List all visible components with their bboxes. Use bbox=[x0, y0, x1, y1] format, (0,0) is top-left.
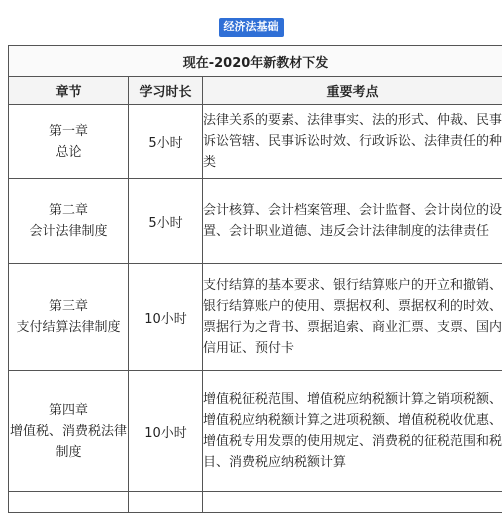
points-cell: 会计核算、会计档案管理、会计监督、会计岗位的设置、会计职业道德、违反会计法律制度的法律责任 bbox=[203, 179, 502, 264]
chapter-cell bbox=[9, 371, 129, 492]
subject-tag: 经济法基础 bbox=[219, 18, 284, 37]
hours-cell: 10小时 bbox=[129, 371, 203, 492]
hours-cell: 10小时 bbox=[129, 264, 203, 371]
points-cell: 支付结算的基本要求、银行结算账户的开立和撤销、银行结算账户的使用、票据权利、票据权利的时效、票据行为之背书、票据追索、商业汇票、支票、国内信用证、预付卡 bbox=[203, 264, 502, 371]
chapter-name: 总论 bbox=[9, 142, 128, 163]
table-row bbox=[9, 105, 502, 179]
table-row bbox=[9, 264, 502, 371]
table-title-row bbox=[9, 46, 502, 77]
chapter-number: 第一章 bbox=[9, 121, 128, 142]
hours-cell: 5小时 bbox=[129, 105, 203, 179]
chapter-name: 会计法律制度 bbox=[9, 221, 128, 242]
chapter-number: 第四章 bbox=[9, 400, 128, 421]
points-cell: 增值税征税范围、增值税应纳税额计算之销项税额、增值税应纳税额计算之进项税额、增值税税收优惠、增值税专用发票的使用规定、消费税的征税范围和税目、消费税应纳税额计算 bbox=[203, 371, 502, 492]
chapter-cell bbox=[9, 105, 129, 179]
header-chapter: 章节 bbox=[9, 77, 129, 105]
points-cell: 法律关系的要素、法律事实、法的形式、仲裁、民事诉讼管辖、民事诉讼时效、行政诉讼、法律责任的种类 bbox=[203, 105, 502, 179]
study-plan-table bbox=[8, 45, 502, 513]
chapter-name: 增值税、消费税法律制度 bbox=[9, 421, 128, 463]
table-row bbox=[9, 371, 502, 492]
header-hours: 学习时长 bbox=[129, 77, 203, 105]
table-row bbox=[9, 179, 502, 264]
chapter-cell bbox=[9, 179, 129, 264]
chapter-number: 第三章 bbox=[9, 296, 128, 317]
chapter-cell bbox=[9, 264, 129, 371]
table-title: 现在-2020年新教材下发 bbox=[9, 46, 502, 77]
tag-container bbox=[0, 15, 502, 37]
hours-cell: 5小时 bbox=[129, 179, 203, 264]
table-header-row bbox=[9, 77, 502, 105]
header-points: 重要考点 bbox=[203, 77, 502, 105]
chapter-number: 第二章 bbox=[9, 200, 128, 221]
chapter-name: 支付结算法律制度 bbox=[9, 317, 128, 338]
